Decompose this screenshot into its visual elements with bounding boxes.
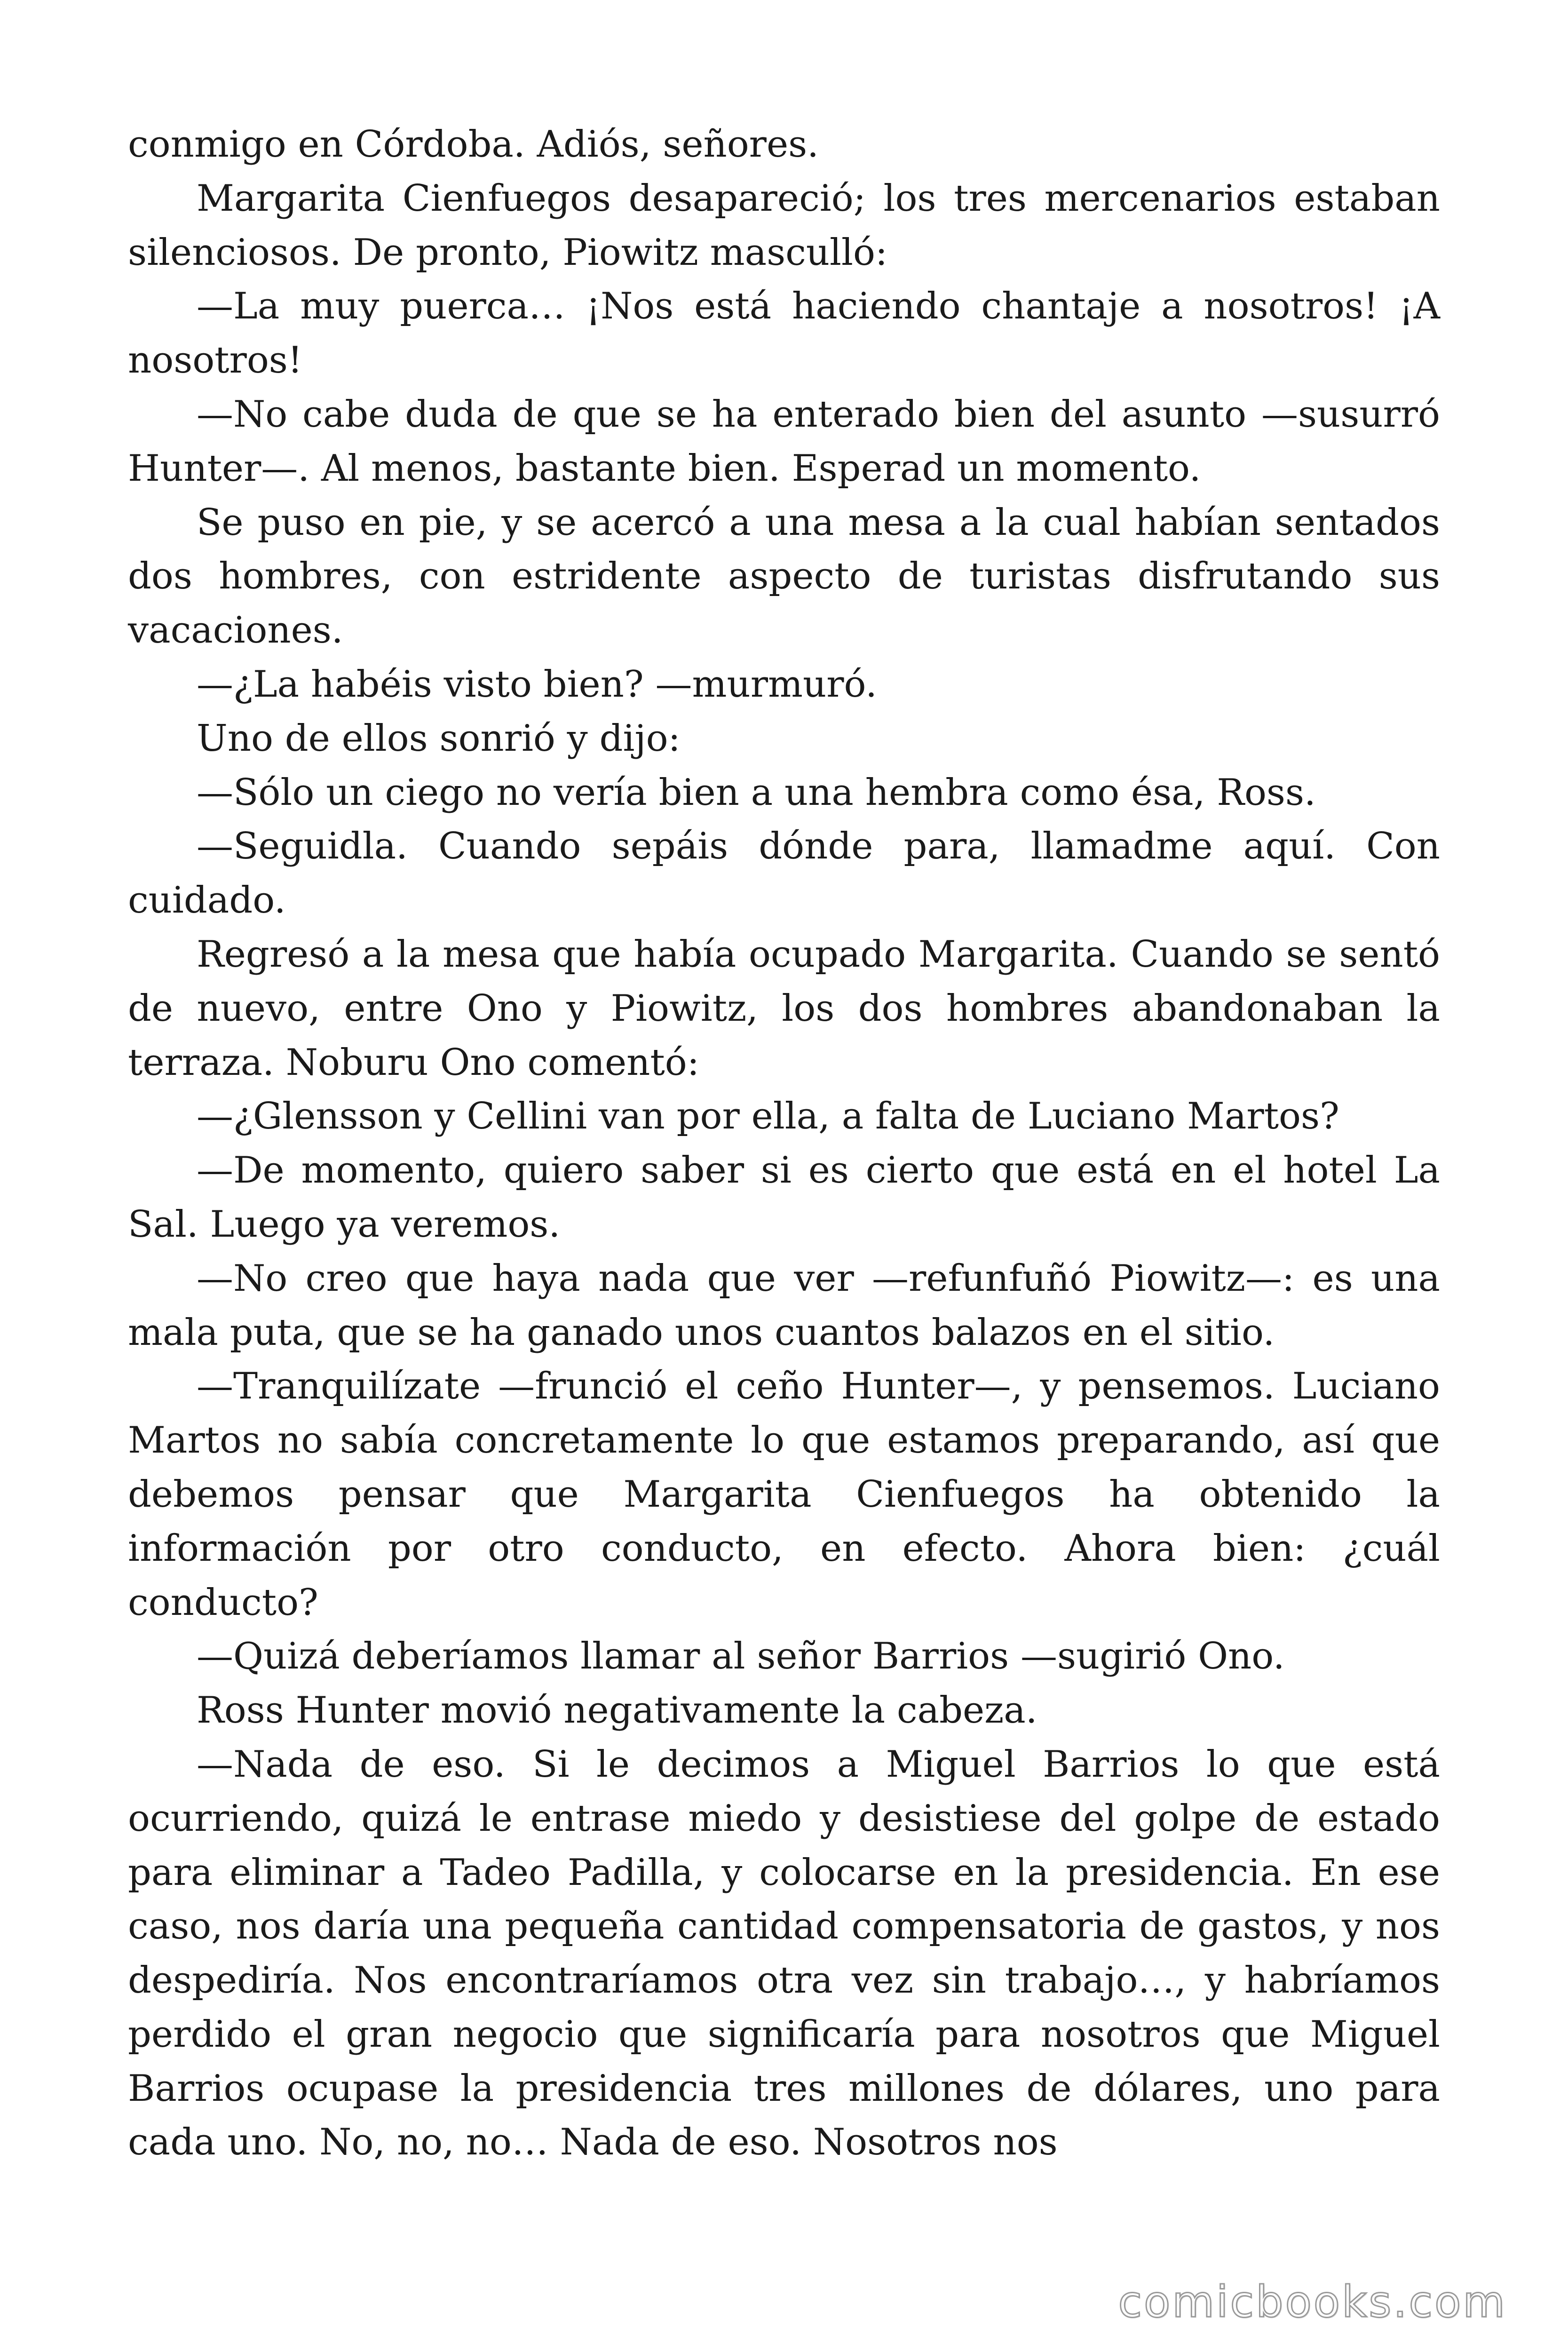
paragraph: —Tranquilízate —frunció el ceño Hunter—, y pensemos. Luciano Martos no sabía concretamente lo que estamos preparando, así que debemos pensar que Margarita Cienfuegos ha obtenido la información por otro conducto, en efecto. Ahora bien: ¿cuál conducto? <box>128 1365 1440 1624</box>
paragraph: Regresó a la mesa que había ocupado Margarita. Cuando se sentó de nuevo, entre Ono y Piowitz, los dos hombres abandonaban la terraza. Noburu Ono comentó: <box>128 933 1440 1084</box>
paragraph: Margarita Cienfuegos desapareció; los tres mercenarios estaban silenciosos. De pronto, Piowitz masculló: <box>128 177 1440 274</box>
paragraph: conmigo en Córdoba. Adiós, señores. <box>128 123 819 166</box>
body-text <box>128 118 1440 2169</box>
paragraph: Se puso en pie, y se acercó a una mesa a la cual habían sentados dos hombres, con estridente aspecto de turistas disfrutando sus vacaciones. <box>128 501 1440 652</box>
paragraph: —¿Glensson y Cellini van por ella, a falta de Luciano Martos? <box>197 1095 1339 1138</box>
paragraph: —No cabe duda de que se ha enterado bien del asunto —susurró Hunter—. Al menos, bastante bien. Esperad un momento. <box>128 393 1440 490</box>
paragraph: —Sólo un ciego no vería bien a una hembra como ésa, Ross. <box>197 771 1316 814</box>
paragraph: —No creo que haya nada que ver —refunfuñó Piowitz—: es una mala puta, que se ha ganado unos cuantos balazos en el sitio. <box>128 1257 1440 1354</box>
watermark: comicbooks.com <box>1118 2277 1507 2327</box>
paragraph: Ross Hunter movió negativamente la cabeza. <box>197 1689 1037 1732</box>
paragraph: —Quizá deberíamos llamar al señor Barrios —sugirió Ono. <box>197 1635 1285 1678</box>
paragraph: —¿La habéis visto bien? —murmuró. <box>197 663 877 706</box>
paragraph: —Nada de eso. Si le decimos a Miguel Barrios lo que está ocurriendo, quizá le entrase miedo y desistiese del golpe de estado para eliminar a Tadeo Padilla, y colocarse en la presidencia. En ese caso, nos daría una pequeña cantidad compensatoria de gastos, y nos despediría. Nos encontraríamos otra vez sin trabajo…, y habríamos perdido el gran negocio que significaría para nosotros que Miguel Barrios ocupase la presidencia tres millones de dólares, uno para cada uno. No, no, no… Nada de eso. Nosotros nos <box>128 1743 1440 2164</box>
paragraph: —De momento, quiero saber si es cierto que está en el hotel La Sal. Luego ya veremos. <box>128 1149 1440 1246</box>
paragraph: —La muy puerca… ¡Nos está haciendo chantaje a nosotros! ¡A nosotros! <box>128 285 1440 382</box>
paragraph: Uno de ellos sonrió y dijo: <box>197 717 681 760</box>
paragraph: —Seguidla. Cuando sepáis dónde para, llamadme aquí. Con cuidado. <box>128 825 1440 922</box>
